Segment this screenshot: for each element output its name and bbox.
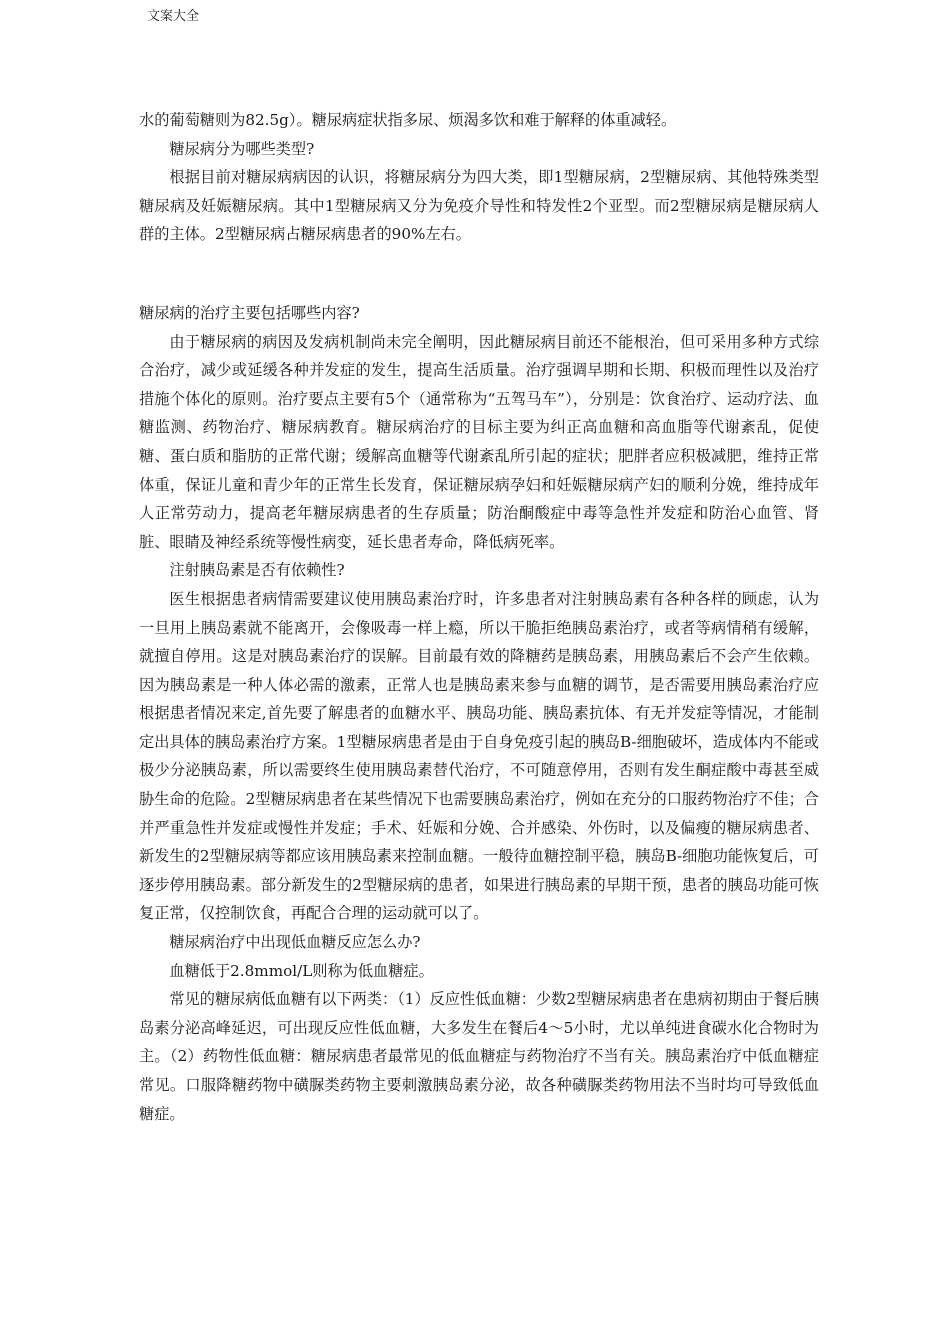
document-body [139,106,819,1128]
question-heading-treatment: 糖尿病的治疗主要包括哪些内容? [139,303,360,322]
question-heading-hypoglycemia: 糖尿病治疗中出现低血糖反应怎么办? [169,933,421,952]
question-heading-types: 糖尿病分为哪些类型? [169,139,315,158]
header-watermark: 文案大全 [147,9,200,24]
paragraph-treatment: 由于糖尿病的病因及发病机制尚未完全阐明，因此糖尿病目前还不能根治，但可采用多种方式综合治疗，减少或延缓各种并发症的发生，提高生活质量。治疗强调早期和长期、积极而理性以及治疗措施个体化的原则。治疗要点主要有5个（通常称为“五驾马车”），分别是：饮食治疗、运动疗法、血糖监测、药物治疗、糖尿病教育。糖尿病治疗的目标主要为纠正高血糖和高血脂等代谢紊乱，促使糖、蛋白质和脂肪的正常代谢；缓解高血糖等代谢紊乱所引起的症状；肥胖者应积极减肥，维持正常体重，保证儿童和青少年的正常生长发育，保证糖尿病孕妇和妊娠糖尿病产妇的顺利分娩，维持成年人正常劳动力，提高老年糖尿病患者的生存质量；防治酮酸症中毒等急性并发症和防治心血管、肾脏、眼睛及神经系统等慢性病变，延长患者寿命，降低病死率。 [139,332,819,551]
paragraph-insulin: 医生根据患者病情需要建议使用胰岛素治疗时，许多患者对注射胰岛素有各种各样的顾虑，认为一旦用上胰岛素就不能离开，会像吸毒一样上瘾，所以干脆拒绝胰岛素治疗，或者等病情稍有缓解，就擅自停用。这是对胰岛素治疗的误解。目前最有效的降糖药是胰岛素，用胰岛素后不会产生依赖。因为胰岛素是一种人体必需的激素，正常人也是胰岛素来参与血糖的调节，是否需要用胰岛素治疗应根据患者情况来定,首先要了解患者的血糖水平、胰岛功能、胰岛素抗体、有无并发症等情况，才能制定出具体的胰岛素治疗方案。1型糖尿病患者是由于自身免疫引起的胰岛B-细胞破坏，造成体内不能或极少分泌胰岛素，所以需要终生使用胰岛素替代治疗，不可随意停用，否则有发生酮症酸中毒甚至威胁生命的危险。2型糖尿病患者在某些情况下也需要胰岛素治疗，例如在充分的口服药物治疗不佳；合并严重急性并发症或慢性并发症；手术、妊娠和分娩、合并感染、外伤时，以及偏瘦的糖尿病患者、新发生的2型糖尿病等都应该用胰岛素来控制血糖。一般待血糖控制平稳，胰岛B-细胞功能恢复后，可逐步停用胰岛素。部分新发生的2型糖尿病的患者，如果进行胰岛素的早期干预，患者的胰岛功能可恢复正常，仅控制饮食，再配合合理的运动就可以了。 [139,589,819,923]
paragraph-hypoglycemia-definition: 血糖低于2.8mmol/L则称为低血糖症。 [169,961,434,980]
section-gap [139,249,819,299]
question-heading-insulin: 注射胰岛素是否有依赖性? [169,561,345,580]
paragraph-hypoglycemia-types: 常见的糖尿病低血糖有以下两类：（1）反应性低血糖：少数2型糖尿病患者在患病初期由于餐后胰岛素分泌高峰延迟，可出现反应性低血糖，大多发生在餐后4～5小时，尤以单纯进食碳水化合物时为主。（2）药物性低血糖：糖尿病患者最常见的低血糖症与药物治疗不当有关。胰岛素治疗中低血糖症常见。口服降糖药物中磺脲类药物主要刺激胰岛素分泌，故各种磺脲类药物用法不当时均可导致低血糖症。 [139,990,819,1123]
paragraph-continuation: 水的葡萄糖则为82.5g）。糖尿病症状指多尿、烦渴多饮和难于解释的体重减轻。 [139,111,677,129]
paragraph-types: 根据目前对糖尿病病因的认识，将糖尿病分为四大类，即1型糖尿病，2型糖尿病、其他特殊类型糖尿病及妊娠糖尿病。其中1型糖尿病又分为免疫介导性和特发性2个亚型。而2型糖尿病是糖尿病人群的主体。2型糖尿病占糖尿病患者的90%左右。 [139,168,819,244]
